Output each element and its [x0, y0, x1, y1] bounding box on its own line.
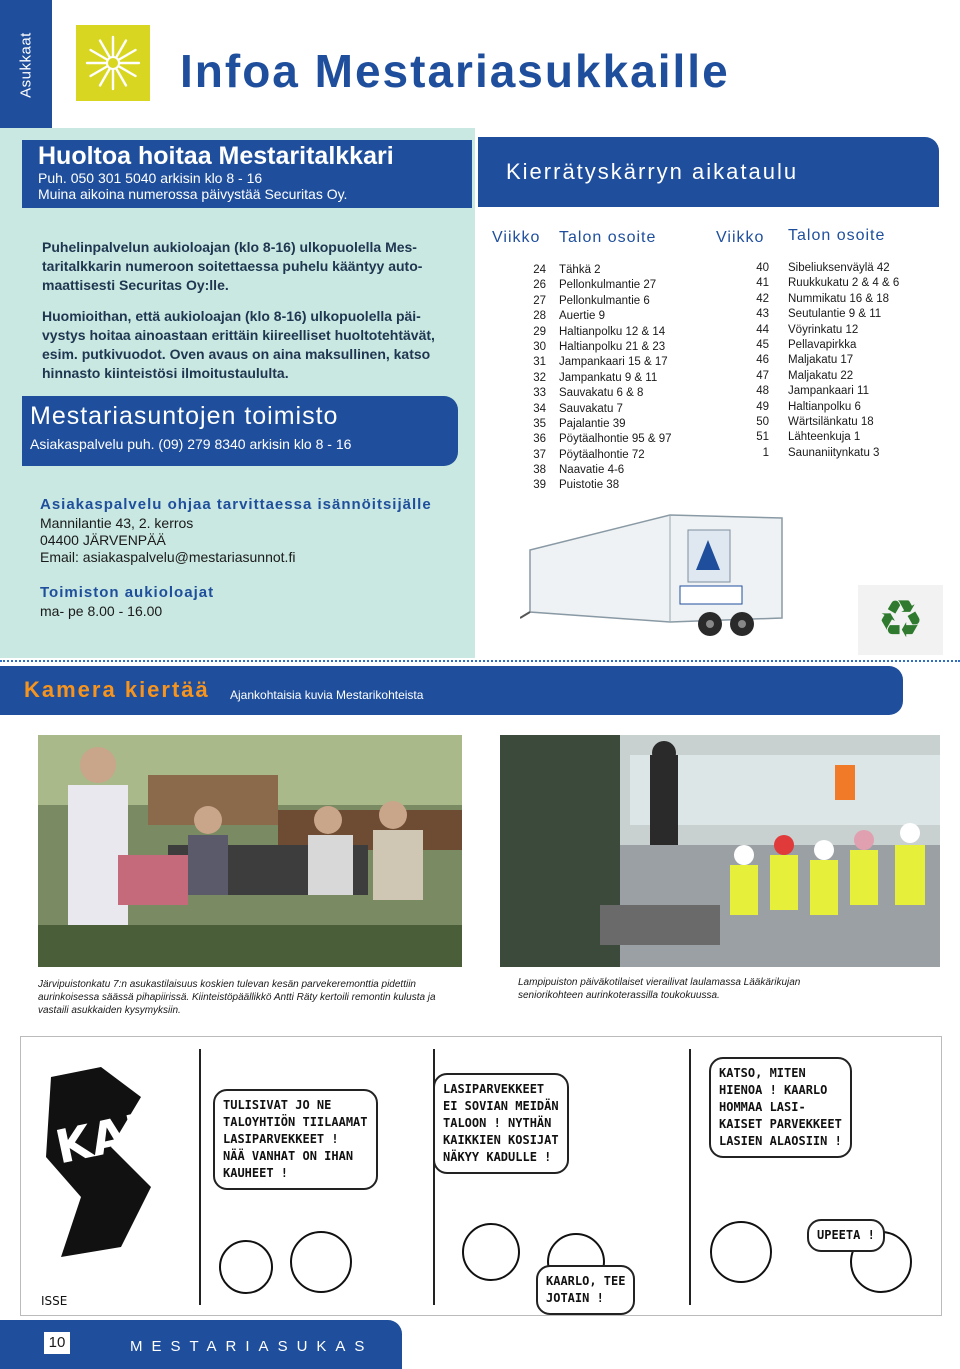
col-header-week: Viikko: [716, 229, 765, 246]
hours-heading: Toimiston aukioloajat: [40, 584, 215, 601]
schedule-week: 47: [756, 369, 769, 382]
schedule-address: Wärtsilänkatu 18: [788, 415, 874, 428]
svg-text:ISSE: ISSE: [41, 1294, 68, 1308]
paragraph-phone-service: [42, 238, 462, 295]
maintenance-header: [22, 140, 472, 208]
schedule-week: 42: [756, 292, 769, 305]
comic-bubble: LASIPARVEKKEET EI SOVIAN MEIDÄN TALOON ! NYTHÄN KAIKKIEN KOSIJAT NÄKYY KADULLE !: [433, 1073, 569, 1174]
text-line: taritalkkarin numeroon soitettaessa puhelu kääntyy auto-: [42, 258, 423, 274]
schedule-address: Naavatie 4-6: [559, 464, 625, 477]
svg-text:KAK: KAK: [50, 1099, 167, 1175]
caption-line: seniorikohteen aurinkoterassilla toukokuussa.: [518, 990, 720, 1001]
schedule-address: Pöytäalhontie 95 & 97: [559, 433, 672, 446]
schedule-week: 44: [756, 323, 769, 336]
office-address: [40, 515, 295, 566]
caption-line: aurinkoisessa säässä pihapiirissä. Kiinteistöpäällikkö Antti Räty kertoili remontin kulusta ja: [38, 992, 436, 1003]
camera-section-header: [0, 666, 903, 715]
schedule-address: Jampankaari 15 & 17: [559, 356, 668, 369]
page-number: 10: [44, 1332, 70, 1354]
schedule-week: 34: [533, 402, 546, 415]
schedule-week: 43: [756, 308, 769, 321]
page-footer: [0, 1320, 402, 1369]
section-divider: [0, 660, 960, 662]
schedule-week: 41: [756, 277, 769, 290]
recycle-icon: ♻: [858, 585, 943, 655]
office-title: Mestariasuntojen toimisto: [30, 402, 339, 430]
paragraph-emergency: [42, 307, 462, 383]
schedule-address: Tähkä 2: [559, 264, 601, 276]
recycling-trailer-image: [520, 510, 790, 640]
maintenance-title: Huoltoa hoitaa Mestaritalkkari: [38, 142, 394, 170]
office-hours: ma- pe 8.00 - 16.00: [40, 603, 163, 619]
schedule-week: 35: [533, 417, 546, 430]
schedule-week: 26: [533, 279, 546, 292]
schedule-address: Pellonkulmantie 6: [559, 294, 650, 307]
schedule-week: 28: [533, 310, 546, 323]
text-line: hinnasto kiinteistösi ilmoitustaululta.: [42, 365, 289, 381]
address-street: Mannilantie 43, 2. kerros: [40, 515, 194, 531]
comic-bubble: KAARLO, TEE JOTAIN !: [536, 1265, 635, 1315]
text-line: Puhelinpalvelun aukioloajan (klo 8-16) ulkopuolella Mes-: [42, 239, 417, 255]
schedule-address: Jampankatu 9 & 11: [559, 371, 658, 384]
comic-bubble: KATSO, MITEN HIENOA ! KAARLO HOMMAA LASI- KAISET PARVEKKEET LASIEN ALAOSIIN !: [709, 1057, 852, 1158]
comic-bubble: UPEETA !: [807, 1219, 885, 1252]
caption-line: Järvipuistonkatu 7:n asukastilaisuus koskien tulevan kesän parvekeremonttia pidettiin: [38, 979, 416, 990]
schedule-week: 24: [533, 264, 546, 276]
schedule-week: 37: [533, 448, 546, 461]
caption-right: [518, 976, 938, 1002]
recycling-title: Kierrätyskärryn aikataulu: [506, 159, 799, 184]
schedule-address: Jampankaari 11: [788, 385, 869, 398]
schedule-address: Maljakatu 17: [788, 354, 854, 367]
schedule-week: 29: [533, 325, 546, 338]
section-tab: [0, 0, 52, 130]
address-city: 04400 JÄRVENPÄÄ: [40, 532, 166, 548]
schedule-address: Seutulantie 9 & 11: [788, 308, 882, 321]
schedule-week: 32: [533, 371, 546, 384]
schedule-week: 38: [533, 464, 546, 477]
schedule-week: 1: [762, 446, 769, 459]
office-box: [22, 396, 458, 466]
schedule-address: Haltianpolku 12 & 14: [559, 325, 666, 338]
maintenance-phone: Puh. 050 301 5040 arkisin klo 8 - 16: [38, 170, 263, 186]
caption-left: [38, 978, 468, 1017]
camera-subtitle: Ajankohtaisia kuvia Mestarikohteista: [230, 688, 424, 702]
schedule-address: Vöyrinkatu 12: [788, 323, 859, 336]
schedule-week: 51: [756, 431, 769, 444]
schedule-week: 40: [756, 262, 769, 274]
text-line: Huomioithan, että aukioloajan (klo 8-16) ulkopuolella päi-: [42, 308, 421, 324]
schedule-week: 49: [756, 400, 769, 413]
schedule-address: Sauvakatu 6 & 8: [559, 387, 644, 400]
schedule-address: Maljakatu 22: [788, 369, 854, 382]
schedule-address: Pellonkulmantie 27: [559, 279, 657, 292]
schedule-week: 45: [756, 338, 769, 351]
camera-title: Kamera kiertää: [24, 677, 210, 702]
office-email[interactable]: Email: asiakaspalvelu@mestariasunnot.fi: [40, 549, 296, 565]
schedule-address: Lähteenkuja 1: [788, 431, 861, 444]
schedule-week: 50: [756, 415, 769, 428]
schedule-address: Ruukkukatu 2 & 4 & 6: [788, 277, 900, 290]
schedule-address: Haltianpolku 21 & 23: [559, 340, 666, 353]
text-line: vystys hoitaa ainoastaan erittäin kiireelliset huoltotehtävät,: [42, 327, 435, 343]
schedule-week: 48: [756, 385, 769, 398]
magazine-name: MESTARIASUKAS: [130, 1338, 374, 1355]
schedule-address: Nummikatu 16 & 18: [788, 292, 889, 305]
page-title: Infoa Mestariasukkaille: [180, 45, 730, 97]
maintenance-after-hours: Muina aikoina numerossa päivystää Securitas Oy.: [38, 186, 348, 202]
section-tab-label: Asukkaat: [17, 32, 35, 98]
photo-resident-meeting: [38, 735, 462, 967]
dandelion-logo-icon: [76, 25, 150, 101]
caption-line: Lampipuiston päiväkotilaiset vierailivat laulamassa Lääkärikujan: [518, 977, 801, 988]
service-heading: Asiakaspalvelu ohjaa tarvittaessa isännöitsijälle: [40, 496, 432, 513]
comic-bubble: TULISIVAT JO NE TALOYHTIÖN TIILAAMAT LASIPARVEKKEET ! NÄÄ VANHAT ON IHAN KAUHEET !: [213, 1089, 378, 1190]
schedule-week: 39: [533, 479, 546, 492]
schedule-week: 31: [533, 356, 546, 369]
schedule-address: Sauvakatu 7: [559, 402, 623, 415]
schedule-address: Pellavapirkka: [788, 338, 857, 351]
schedule-address: Pöytäalhontie 72: [559, 448, 645, 461]
comic-strip: [20, 1036, 942, 1316]
col-header-address: Talon osoite: [788, 227, 886, 244]
caption-line: vastaili asukkaiden kysymyksiin.: [38, 1005, 181, 1016]
text-line: maattisesti Securitas Oy:lle.: [42, 277, 229, 293]
photo-kindergarten-visit: [500, 735, 940, 967]
schedule-address: Sibeliuksenväylä 42: [788, 262, 890, 274]
recycling-header: [478, 137, 939, 207]
schedule-week: 46: [756, 354, 769, 367]
text-line: esim. putkivuodot. Oven avaus on aina maksullinen, katso: [42, 346, 431, 362]
schedule-week: 30: [533, 340, 546, 353]
schedule-address: Saunaniitynkatu 3: [788, 446, 880, 459]
col-header-week: Viikko: [492, 229, 541, 246]
schedule-address: Puistotie 38: [559, 479, 620, 492]
schedule-week: 33: [533, 387, 546, 400]
schedule-address: Auertie 9: [559, 310, 606, 323]
schedule-week: 36: [533, 433, 546, 446]
schedule-address: Haltianpolku 6: [788, 400, 861, 413]
office-phone: Asiakaspalvelu puh. (09) 279 8340 arkisin klo 8 - 16: [30, 436, 352, 452]
col-header-address: Talon osoite: [559, 229, 657, 246]
schedule-week: 27: [533, 294, 546, 307]
schedule-address: Pajalantie 39: [559, 417, 626, 430]
